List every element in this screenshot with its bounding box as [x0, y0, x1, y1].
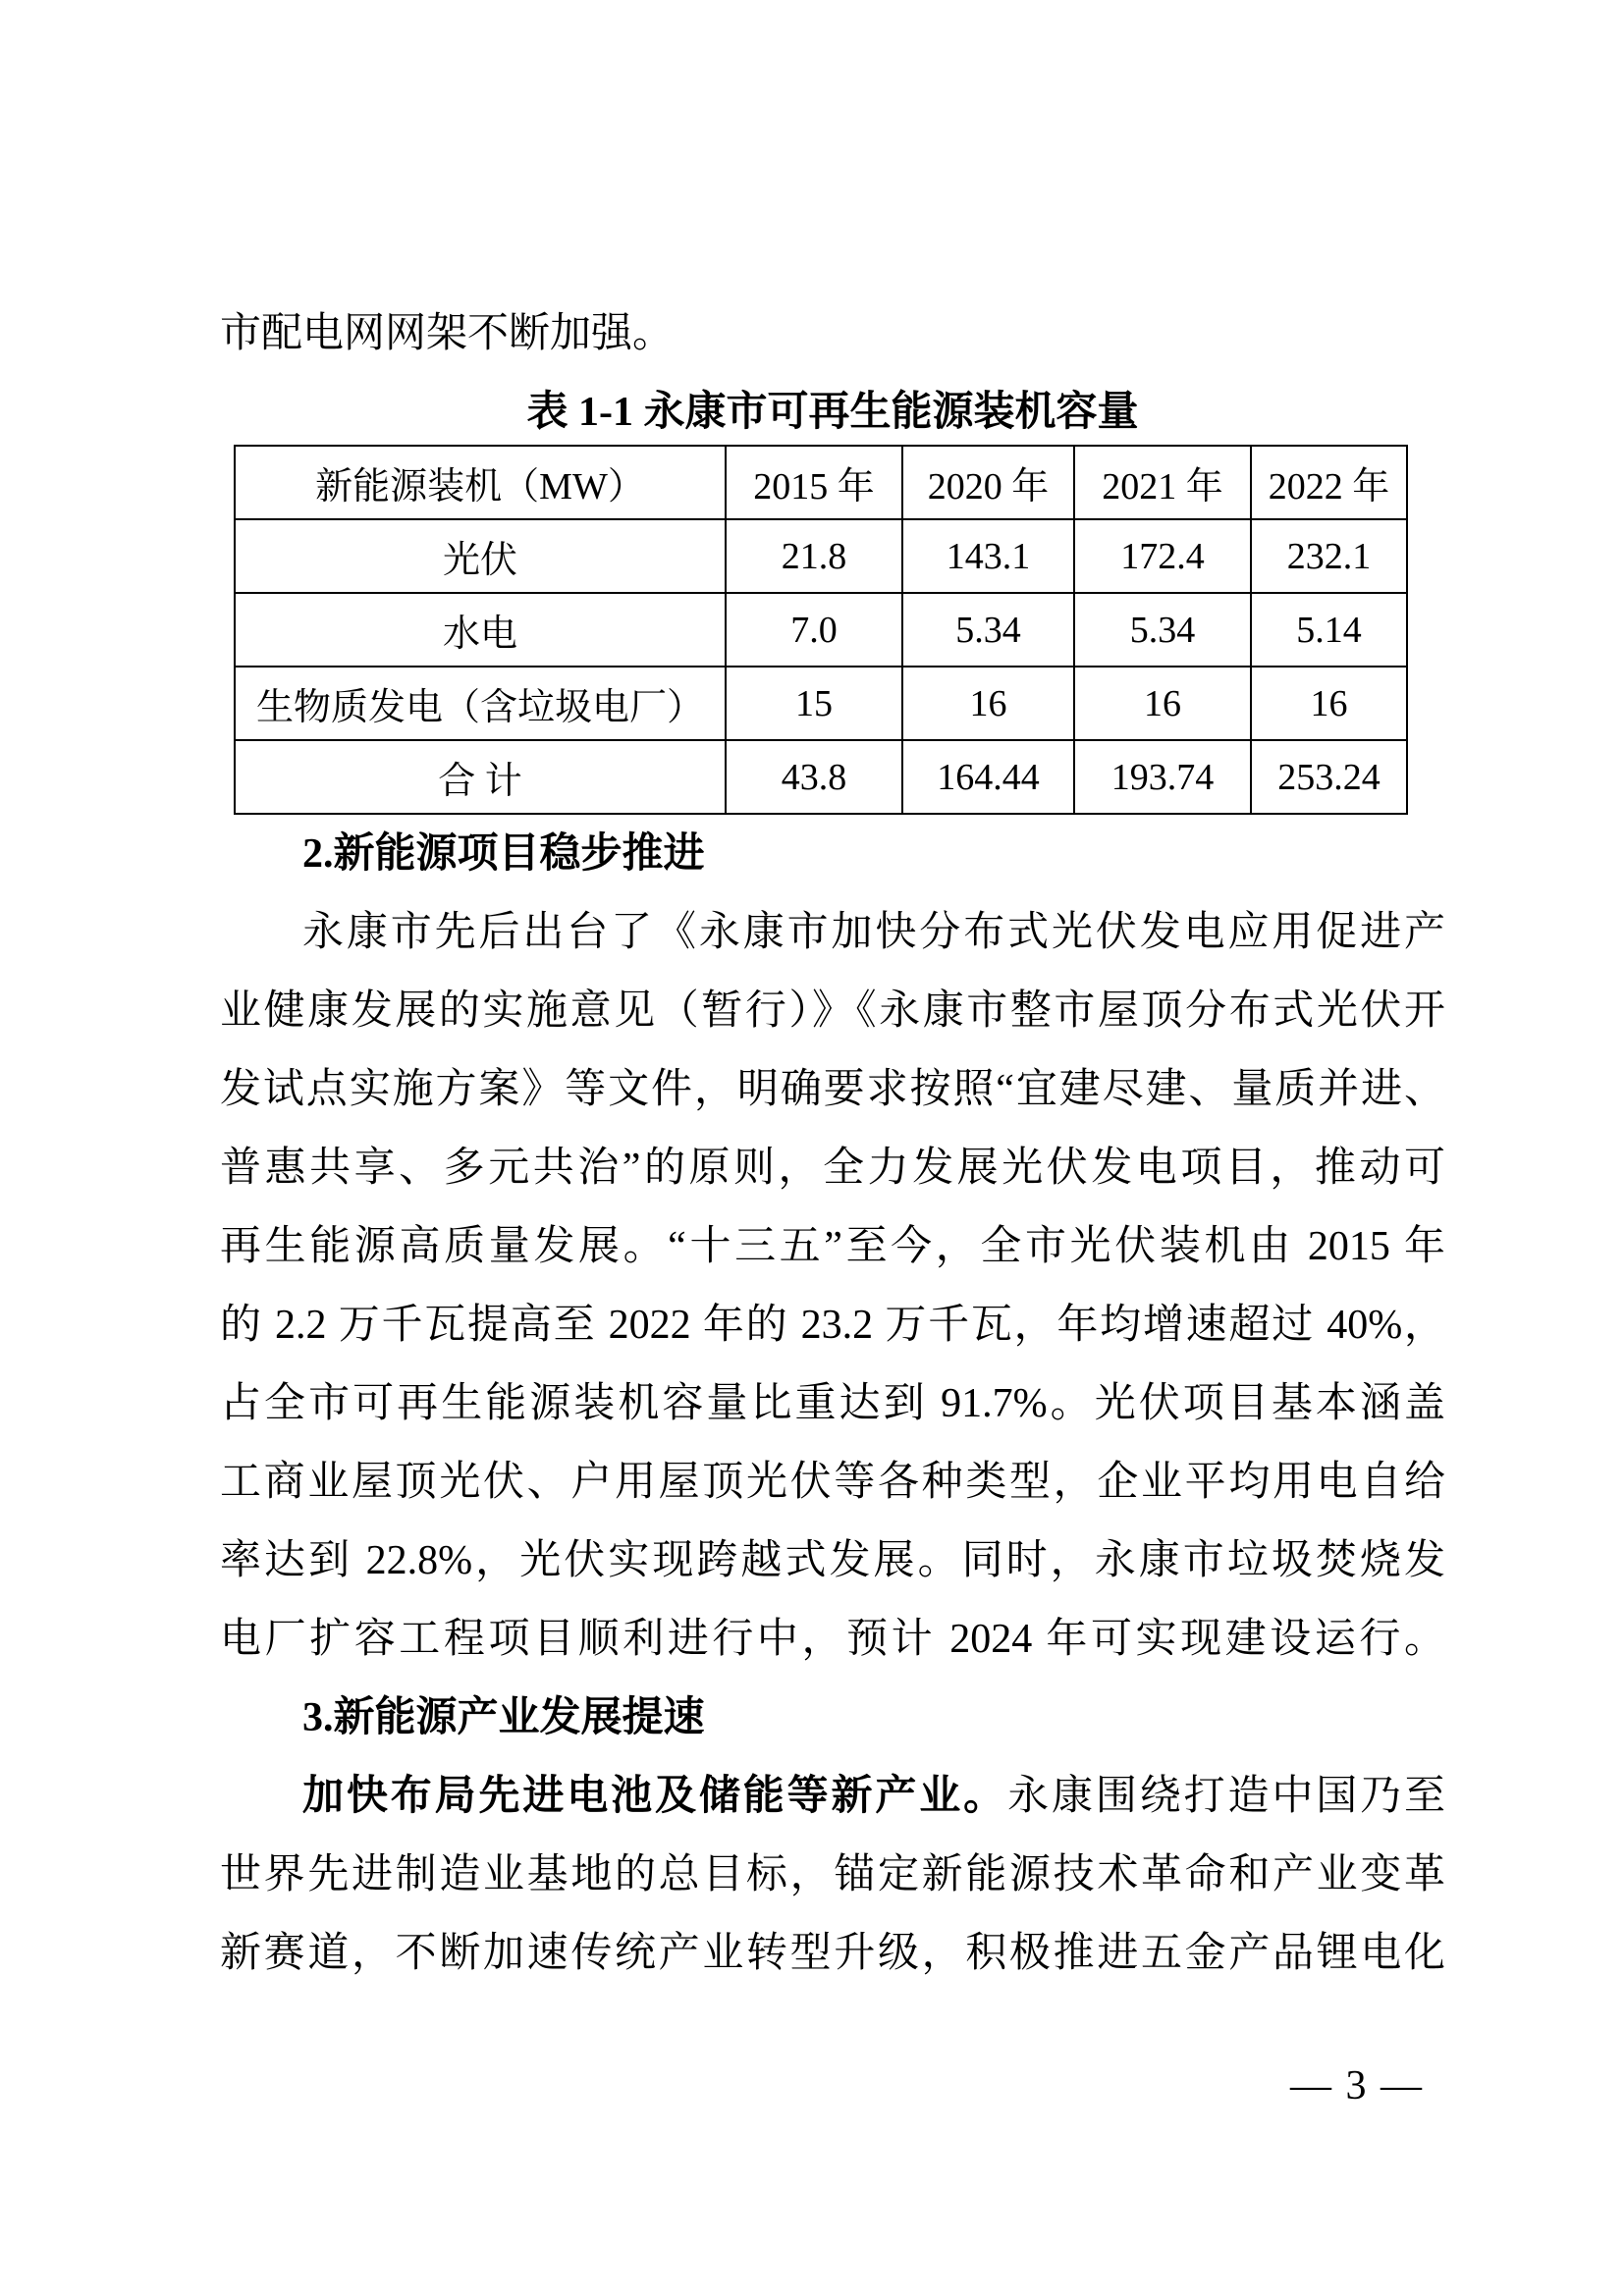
paragraph-continuation-line: 市配电网网架不断加强。 — [220, 311, 675, 356]
table-row-total — [235, 740, 1407, 814]
row-label-solar: 光伏 — [235, 519, 726, 593]
table-cell: 164.44 — [902, 740, 1074, 814]
table-cell: 7.0 — [726, 593, 902, 667]
table-caption: 表 1-1 永康市可再生能源装机容量 — [526, 390, 1139, 435]
col-header-2022: 2022 年 — [1251, 446, 1407, 519]
table-row-biomass — [235, 667, 1407, 740]
table-cell: 232.1 — [1251, 519, 1407, 593]
paragraph-line: 新赛道，不断加速传统产业转型升级，积极推进五金产品锂电化 — [220, 1931, 1445, 1976]
paragraph-line-rest: 永康围绕打造中国乃至 — [1007, 1774, 1445, 1819]
col-header-category: 新能源装机（MW） — [235, 446, 726, 519]
table-cell: 193.74 — [1074, 740, 1251, 814]
table-cell: 253.24 — [1251, 740, 1407, 814]
table-cell: 43.8 — [726, 740, 902, 814]
page-number: — 3 — — [1290, 2063, 1424, 2109]
table-head — [235, 446, 1407, 519]
paragraph-line: 业健康发展的实施意见（暂行）》《永康市整市屋顶分布式光伏开 — [220, 988, 1445, 1034]
col-header-2021: 2021 年 — [1074, 446, 1251, 519]
renewable-capacity-table — [234, 445, 1408, 815]
table-cell: 21.8 — [726, 519, 902, 593]
row-label-biomass: 生物质发电（含垃圾电厂） — [235, 667, 726, 740]
row-label-hydro: 水电 — [235, 593, 726, 667]
table-cell: 16 — [902, 667, 1074, 740]
paragraph-line: 工商业屋顶光伏、户用屋顶光伏等各种类型，企业平均用电自给 — [220, 1460, 1445, 1505]
table-header-row — [235, 446, 1407, 519]
table-cell: 16 — [1251, 667, 1407, 740]
page-body — [220, 294, 1445, 1993]
table-cell: 172.4 — [1074, 519, 1251, 593]
col-header-2015: 2015 年 — [726, 446, 902, 519]
paragraph-line: 永康市先后出台了《永康市加快分布式光伏发电应用促进产 — [302, 910, 1445, 955]
paragraph-line: 再生能源高质量发展。“十三五”至今，全市光伏装机由 2015 年 — [220, 1224, 1445, 1269]
paragraph-line — [220, 1757, 1445, 1836]
table-cell: 5.34 — [902, 593, 1074, 667]
paragraph-line: 电厂扩容工程项目顺利进行中，预计 2024 年可实现建设运行。 — [220, 1617, 1445, 1662]
table-cell: 15 — [726, 667, 902, 740]
section-heading-3: 3.新能源产业发展提速 — [302, 1695, 705, 1740]
paragraph-line: 世界先进制造业基地的总目标，锚定新能源技术革命和产业变革 — [220, 1852, 1445, 1897]
section-heading-2: 2.新能源项目稳步推进 — [302, 831, 705, 877]
table-cell: 5.34 — [1074, 593, 1251, 667]
paragraph-line: 的 2.2 万千瓦提高至 2022 年的 23.2 万千瓦，年均增速超过 40%， — [220, 1303, 1445, 1348]
paragraph-section-3 — [220, 1757, 1445, 1993]
row-label-total: 合 计 — [235, 740, 726, 814]
table-row-solar — [235, 519, 1407, 593]
table-cell: 5.14 — [1251, 593, 1407, 667]
col-header-2020: 2020 年 — [902, 446, 1074, 519]
paragraph-section-2 — [220, 893, 1445, 1679]
table-body — [235, 519, 1407, 814]
paragraph-line: 普惠共享、多元共治”的原则，全力发展光伏发电项目，推动可 — [220, 1146, 1445, 1191]
table-cell: 16 — [1074, 667, 1251, 740]
table-cell: 143.1 — [902, 519, 1074, 593]
paragraph-line: 率达到 22.8%，光伏实现跨越式发展。同时，永康市垃圾焚烧发 — [220, 1538, 1445, 1583]
paragraph-line: 占全市可再生能源装机容量比重达到 91.7%。光伏项目基本涵盖 — [220, 1381, 1445, 1426]
bold-lead-sentence: 加快布局先进电池及储能等新产业。 — [302, 1774, 1008, 1819]
table-row-hydro — [235, 593, 1407, 667]
paragraph-line: 发试点实施方案》等文件，明确要求按照“宜建尽建、量质并进、 — [220, 1067, 1445, 1112]
